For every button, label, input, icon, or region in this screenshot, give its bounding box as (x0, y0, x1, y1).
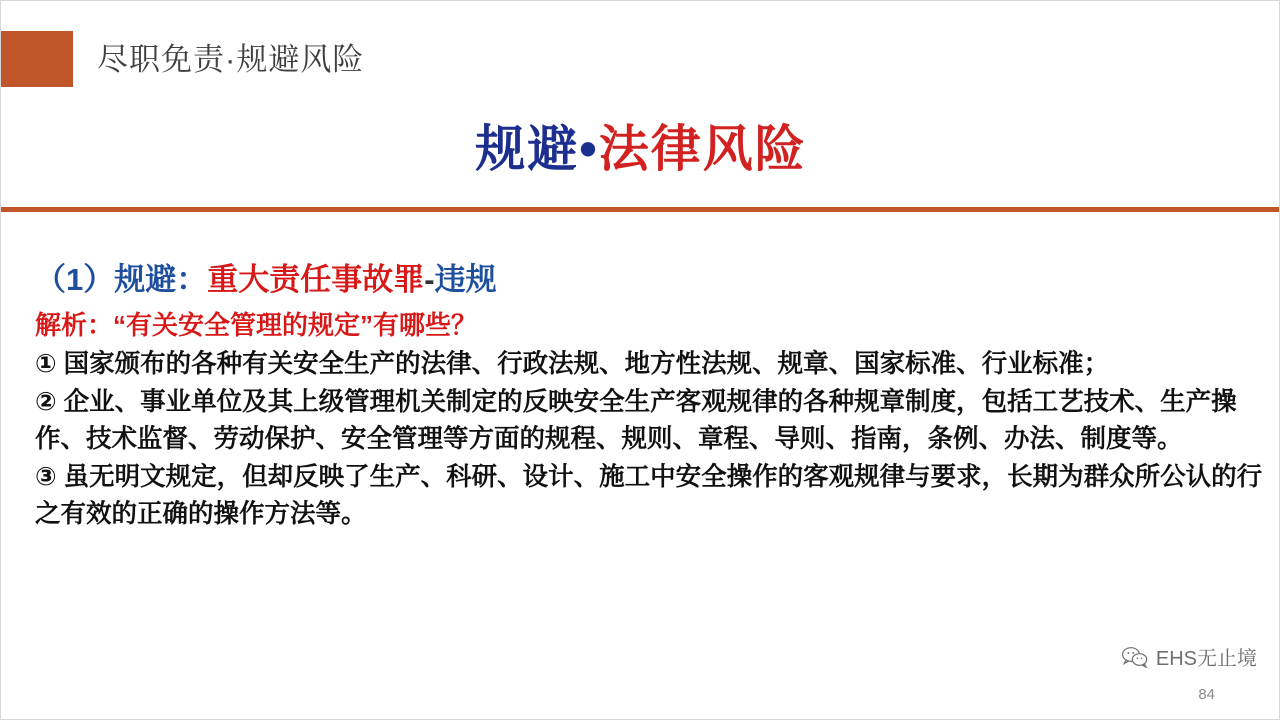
divider (1, 207, 1280, 212)
footer-brand-label: EHS无止境 (1155, 648, 1257, 670)
body-content (35, 257, 1265, 533)
header-title: 尽职免责·规避风险 (97, 42, 365, 77)
content-item-1: ① 国家颁布的各种有关安全生产的法律、行政法规、地方性法规、规章、国家标准、行业标准； (35, 350, 1110, 378)
content-heading-dash: - (424, 262, 435, 297)
page-number: 84 (1198, 686, 1215, 703)
page-title-blue: 规避• (475, 121, 599, 177)
analysis-line: 解析：“有关安全管理的规定”有哪些？ (35, 310, 478, 340)
content-item-2: ② 企业、事业单位及其上级管理机关制定的反映安全生产客观规律的各种规章制度，包括工艺技术、生产操作、技术监督、劳动保护、安全管理等方面的规程、规则、章程、导则、指南，条例、办法、制度等。 (35, 388, 1237, 453)
page-title-red: 法律风险 (598, 121, 807, 177)
page-title (1, 109, 1280, 181)
wechat-icon (1122, 646, 1148, 668)
content-heading-prefix: （1）规避： (35, 262, 208, 297)
content-heading (35, 257, 1265, 303)
content-heading-suffix: 违规 (434, 262, 497, 297)
content-heading-emphasis: 重大责任事故罪 (207, 262, 425, 297)
footer-brand (1122, 642, 1257, 671)
content-item-3: ③ 虽无明文规定，但却反映了生产、科研、设计、施工中安全操作的客观规律与要求，长期为群众所公认的行之有效的正确的操作方法等。 (35, 463, 1263, 528)
header-accent-block (1, 31, 73, 87)
